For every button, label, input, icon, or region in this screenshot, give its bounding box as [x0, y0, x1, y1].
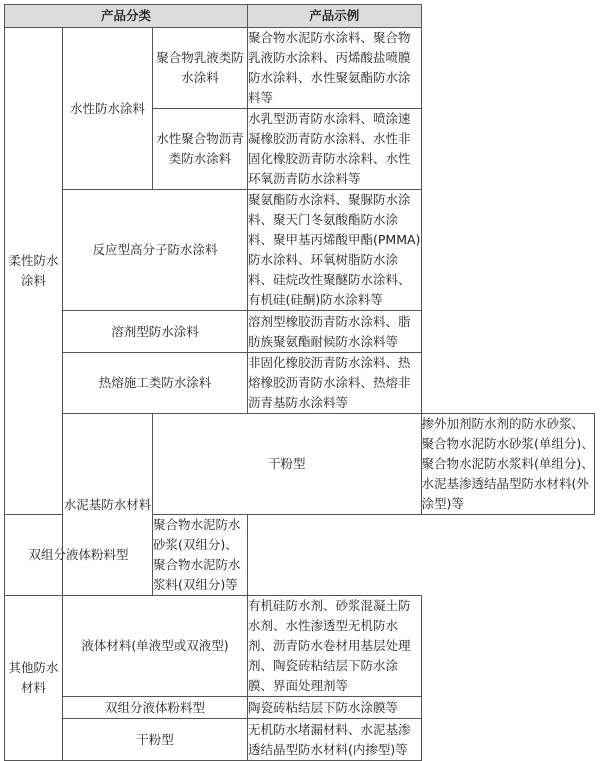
- subcategory-cell: 干粉型: [153, 414, 422, 515]
- table-row: [5, 414, 595, 515]
- header-category: 产品分类: [5, 5, 248, 28]
- examples-cell: 无机防水堵漏材料、水泥基渗透结晶型防水材料(内掺型)等: [248, 719, 421, 761]
- subcategory-cell: 水性聚合物沥青类防水涂料: [153, 109, 248, 190]
- examples-cell: 聚氨酯防水涂料、聚脲防水涂料、聚天门冬氨酸酯防水涂料、聚甲基丙烯酸甲酯(PMMA)防水涂料、环氧树脂防水涂料、硅烷改性聚醚防水涂料、有机硅(硅酮)防水涂料等: [248, 190, 421, 311]
- examples-cell: 陶瓷砖粘结层下防水涂膜等: [248, 697, 421, 719]
- subcategory-cell: 干粉型: [63, 719, 248, 761]
- table-row: [5, 190, 595, 311]
- table-row: [5, 311, 595, 353]
- header-examples: 产品示例: [248, 5, 421, 28]
- subcategory-cell: 热熔施工类防水涂料: [63, 353, 248, 414]
- examples-cell: 聚合物水泥防水涂料、聚合物乳液防水涂料、丙烯酸盐喷膜防水涂料、水性聚氨酯防水涂料等: [248, 28, 421, 109]
- header-row: [5, 5, 595, 28]
- examples-cell: 非固化橡胶沥青防水涂料、热熔橡胶沥青防水涂料、热熔非沥青基防水涂料等: [248, 353, 421, 414]
- table-row: [5, 28, 595, 109]
- parent-subcategory-cell: 水性防水涂料: [63, 28, 153, 190]
- product-classification-table: [4, 4, 595, 761]
- table-row: [5, 596, 595, 697]
- subcategory-cell: 液体材料(单液型或双液型): [63, 596, 248, 697]
- subcategory-cell: 双组分液体粉料型: [63, 697, 248, 719]
- group-cell: 水泥基防水材料: [63, 414, 153, 596]
- table-row: [5, 719, 595, 761]
- subcategory-cell: 反应型高分子防水涂料: [63, 190, 248, 311]
- examples-cell: 聚合物水泥防水砂浆(双组分)、聚合物水泥防水浆料(双组分)等: [153, 515, 248, 596]
- subcategory-cell: 溶剂型防水涂料: [63, 311, 248, 353]
- table-row: [5, 353, 595, 414]
- examples-cell: 掺外加剂防水剂的防水砂浆、聚合物水泥防水砂浆(单组分)、聚合物水泥防水浆料(单组分)、水泥基渗透结晶型防水材料(外涂型)等: [421, 414, 595, 515]
- examples-cell: 水乳型沥青防水涂料、喷涂速凝橡胶沥青防水涂料、水性非固化橡胶沥青防水涂料、水性环氧沥青防水涂料等: [248, 109, 421, 190]
- table-row: [5, 515, 595, 596]
- subcategory-cell: 双组分液体粉料型: [5, 515, 153, 596]
- table-row: [5, 697, 595, 719]
- subcategory-cell: 聚合物乳液类防水涂料: [153, 28, 248, 109]
- group-cell: 其他防水材料: [5, 596, 63, 761]
- examples-cell: 溶剂型橡胶沥青防水涂料、脂肪族聚氨酯耐候防水涂料等: [248, 311, 421, 353]
- group-cell: 柔性防水涂料: [5, 28, 63, 515]
- examples-cell: 有机硅防水剂、砂浆混凝土防水剂、水性渗透型无机防水剂、沥青防水卷材用基层处理剂、陶瓷砖粘结层下防水涂膜、界面处理剂等: [248, 596, 421, 697]
